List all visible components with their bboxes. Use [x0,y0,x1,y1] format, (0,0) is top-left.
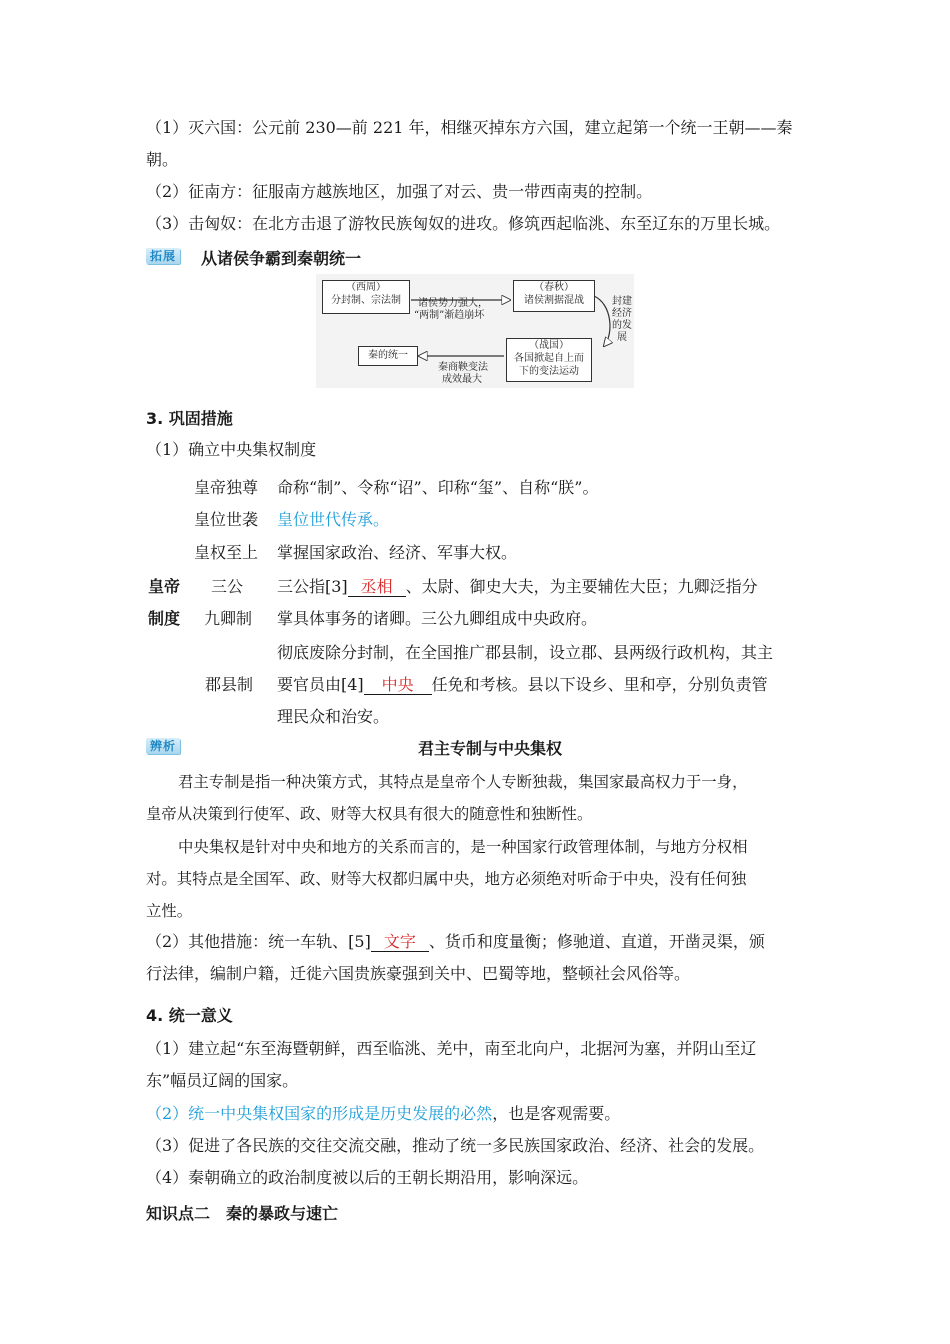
unification-item-3: （3）击匈奴：在北方击退了游牧民族匈奴的进攻。修筑西起临洮、东至辽东的万里长城。 [146,214,781,233]
row-sangong-post: 、太尉、御史大夫，为主要辅佐大臣；九卿泛指分 [405,577,758,596]
arrow-chunqiu-to-zhanguo [594,296,610,346]
history-flow-diagram [316,274,634,388]
emperor-system-label-2: 制度 [148,609,181,628]
other-measures-pre: （2）其他措施：统一车轨、[5] [146,932,371,951]
box-chunqiu-title: （春秋） [534,282,574,293]
row-sangong-label-1: 三公 [211,577,244,596]
row-junxian-label: 郡县制 [205,675,254,694]
significance-item-2-rest: ，也是客观需要。 [492,1104,621,1123]
side-label-1: 封建 [612,296,632,307]
box-qin-unification: 秦的统一 [358,346,418,366]
side-label-4: 展 [617,332,627,343]
row-sangong-line-1 [277,574,758,597]
significance-item-1: （1）建立起“东至海暨朝鲜，西至临洮、羌中，南至北向户，北据河为塞，并阴山至辽 [146,1039,757,1058]
box-xizhou-body: 分封制、宗法制 [331,295,401,306]
significance-item-2-highlight: （2）统一中央集权国家的形成是历史发展的必然 [146,1104,493,1123]
answer-5-blank: 文字 [371,932,429,952]
row-supreme-text: 掌握国家政治、经济、军事大权。 [277,543,518,562]
analysis-p1-line-2: 皇帝从决策到行使军、政、财等大权具有很大的随意性和独断性。 [146,805,593,823]
significance-heading: 4. 统一意义 [146,1006,233,1025]
other-measures-line-1 [146,932,765,952]
unification-item-1: （1）灭六国：公元前 230—前 221 年，相继灭掉东方六国，建立起第一个统一王朝——秦 [146,118,793,137]
side-label-3: 的发 [612,320,632,331]
box-chunqiu [513,280,595,312]
analysis-title: 君主专制与中央集权 [418,739,563,758]
analysis-p1-line-1: 君主专制是指一种决策方式，其特点是皇帝个人专断独裁，集国家最高权力于一身， [178,773,748,791]
row-emperor-label: 皇帝独尊 [194,478,259,497]
unification-item-2: （2）征南方：征服南方越族地区，加强了对云、贵一带西南夷的控制。 [146,182,653,201]
row-hereditary-text: 皇位世代传承。 [277,510,390,529]
arrow1-label-2: “两制”渐趋崩坏 [414,310,485,321]
row-sangong-label-2: 九卿制 [204,609,253,628]
box-zhanguo [506,338,592,382]
answer-3-blank: 丞相 [348,577,406,597]
other-measures-line-2: 行法律，编制户籍，迁徙六国贵族豪强到关中、巴蜀等地，整顿社会风俗等。 [146,964,691,983]
consolidate-item-1: （1）确立中央集权制度 [146,440,317,459]
box-xizhou [322,280,410,314]
box-zhanguo-body-1: 各国掀起自上而 [514,353,584,364]
emperor-system-label-1: 皇帝 [148,577,181,596]
row-junxian-line-1: 彻底废除分封制，在全国推广郡县制，设立郡、县两级行政机构，其主 [277,643,774,662]
analysis-p2-line-1: 中央集权是针对中央和地方的关系而言的，是一种国家行政管理体制，与地方分权相 [178,838,748,856]
other-measures-post: 、货币和度量衡；修驰道、直道，开凿灵渠，颁 [428,932,765,951]
row-hereditary-label: 皇位世袭 [194,510,259,529]
significance-item-2 [146,1104,620,1124]
arrow2-label-1: 秦商鞅变法 [438,362,488,373]
row-junxian-pre: 要官员由[4] [277,675,364,694]
side-label-2: 经济 [612,308,632,319]
answer-4-blank: 中央 [364,675,432,695]
row-supreme-label: 皇权至上 [194,543,259,562]
row-sangong-pre: 三公指[3] [277,577,348,596]
analysis-p2-line-2: 对。其特点是全国军、政、财等大权都归属中央，地方必须绝对听命于中央，没有任何独 [146,870,747,888]
expand-title: 从诸侯争霸到秦朝统一 [201,249,362,268]
row-sangong-line-2: 掌具体事务的诸卿。三公九卿组成中央政府。 [277,609,598,628]
arrow1-label-1: 诸侯势力强大， [418,298,488,309]
row-junxian-post: 任免和考核。县以下设乡、里和亭，分别负责管 [431,675,768,694]
box-zhanguo-title: （战国） [529,340,569,351]
analysis-p2-line-3: 立性。 [146,902,193,920]
row-emperor-text: 命称“制”、令称“诏”、印称“玺”、自称“朕”。 [277,478,599,497]
significance-item-4: （4）秦朝确立的政治制度被以后的王朝长期沿用，影响深远。 [146,1168,589,1187]
box-xizhou-title: （西周） [346,282,386,293]
unification-item-1-cont: 朝。 [146,150,179,169]
next-section-heading: 知识点二 秦的暴政与速亡 [146,1204,339,1223]
consolidate-heading: 3. 巩固措施 [146,409,233,428]
arrow2-label-2: 成效最大 [442,374,482,385]
significance-item-3: （3）促进了各民族的交往交流交融，推动了统一多民族国家政治、经济、社会的发展。 [146,1136,765,1155]
significance-item-1-cont: 东”幅员辽阔的国家。 [146,1071,299,1090]
box-zhanguo-body-2: 下的变法运动 [519,366,579,377]
expand-tag: 拓展 [146,248,180,264]
row-junxian-line-2 [277,672,768,695]
analysis-tag: 辨析 [146,738,180,754]
box-chunqiu-body: 诸侯割据混战 [524,295,584,306]
row-junxian-line-3: 理民众和治安。 [277,707,390,726]
